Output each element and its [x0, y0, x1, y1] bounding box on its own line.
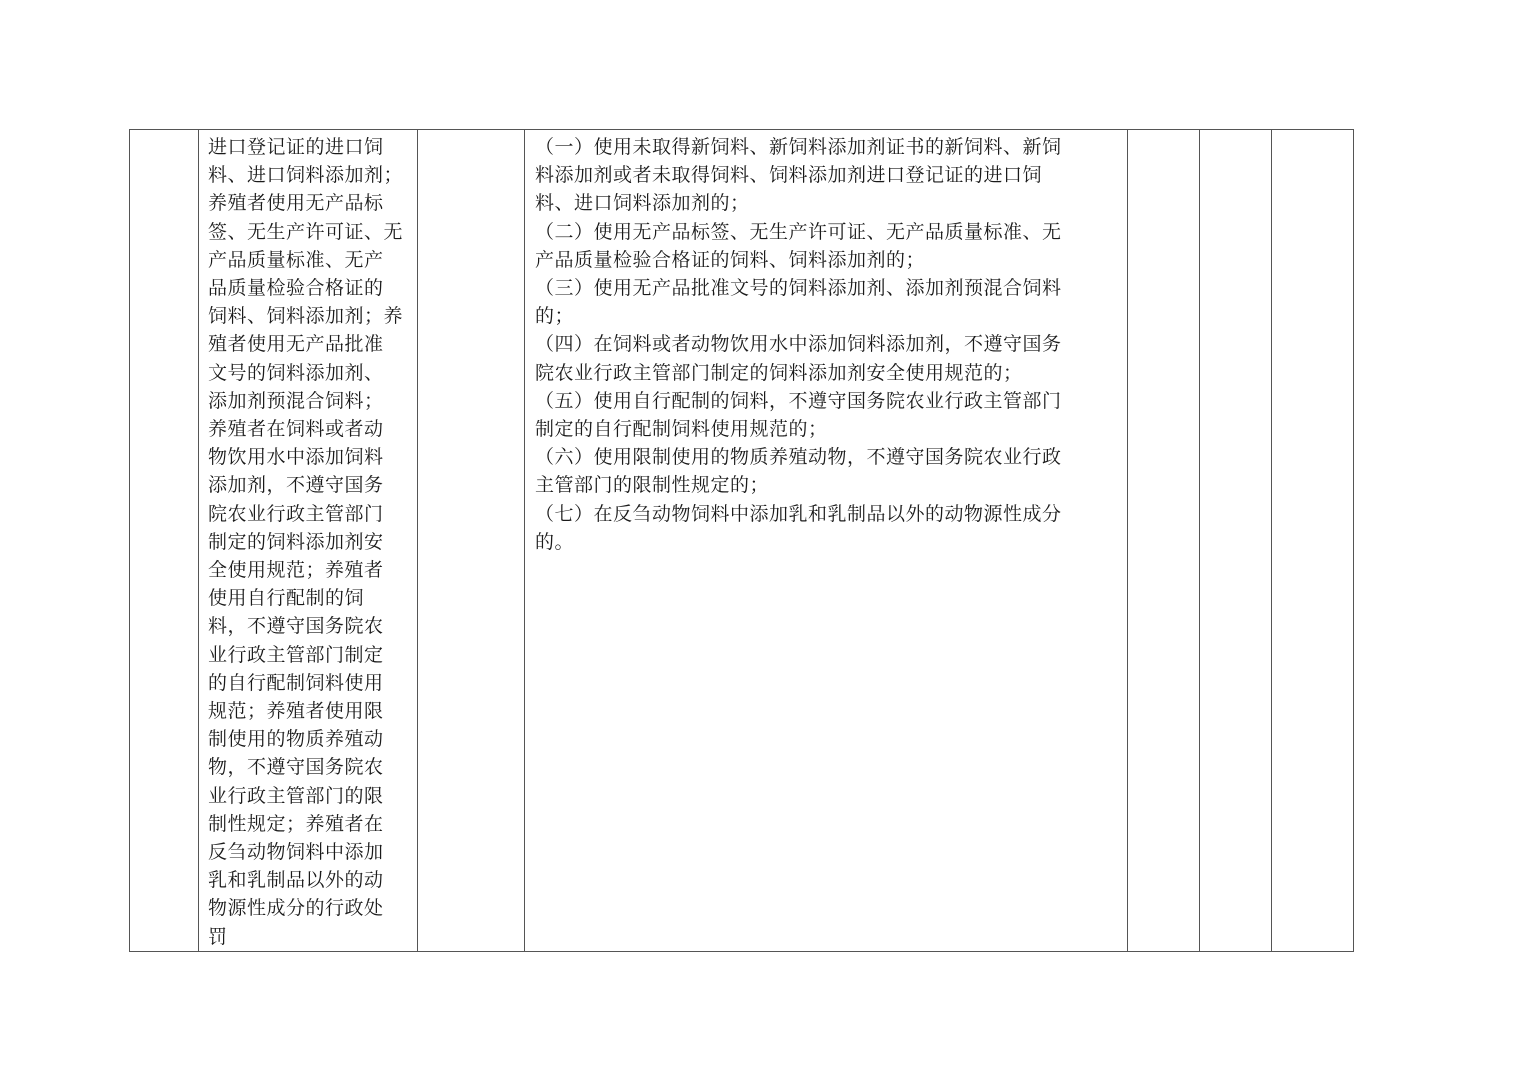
table-row	[130, 130, 1354, 952]
cell-content	[525, 130, 1128, 952]
cell-empty-5	[1128, 130, 1200, 952]
cell-item-name	[199, 130, 418, 952]
content-text: （一）使用未取得新饲料、新饲料添加剂证书的新饲料、新饲 料添加剂或者未取得饲料、饲料添加剂进口登记证的进口饲 料、进口饲料添加剂的； （二）使用无产品标签、无生产许可证、无产品质量标准、无 产品质量检验合格证的饲料、饲料添加剂的； （三）使用无产品批准文号的饲料添加剂、添加剂预混合饲料 的； （四）在饲料或者动物饮用水中添加饲料添加剂，不遵守国务 院农业行政主管部门制定的饲料添加剂安全使用规范的； （五）使用自行配制的饲料，不遵守国务院农业行政主管部门 制定的自行配制饲料使用规范的； （六）使用限制使用的物质养殖动物，不遵守国务院农业行政 主管部门的限制性规定的； （七）在反刍动物饲料中添加乳和乳制品以外的动物源性成分 的。	[535, 136, 1062, 553]
item-name-text: 进口登记证的进口饲 料、进口饲料添加剂； 养殖者使用无产品标 签、无生产许可证、无 产品质量标准、无产 品质量检验合格证的 饲料、饲料添加剂；养 殖者使用无产品批准 文号的饲料添加剂、 添加剂预混合饲料； 养殖者在饲料或者动 物饮用水中添加饲料 添加剂，不遵守国务 院农业行政主管部门 制定的饲料添加剂安 全使用规范；养殖者 使用自行配制的饲 料，不遵守国务院农 业行政主管部门制定 的自行配制饲料使用 规范；养殖者使用限 制使用的物质养殖动 物，不遵守国务院农 业行政主管部门的限 制性规定；养殖者在 反刍动物饲料中添加 乳和乳制品以外的动 物源性成分的行政处 罚	[208, 136, 404, 948]
cell-empty-7	[1272, 130, 1354, 952]
cell-basis	[418, 130, 525, 952]
cell-index	[130, 130, 199, 952]
document-table	[129, 129, 1354, 952]
cell-empty-6	[1200, 130, 1272, 952]
